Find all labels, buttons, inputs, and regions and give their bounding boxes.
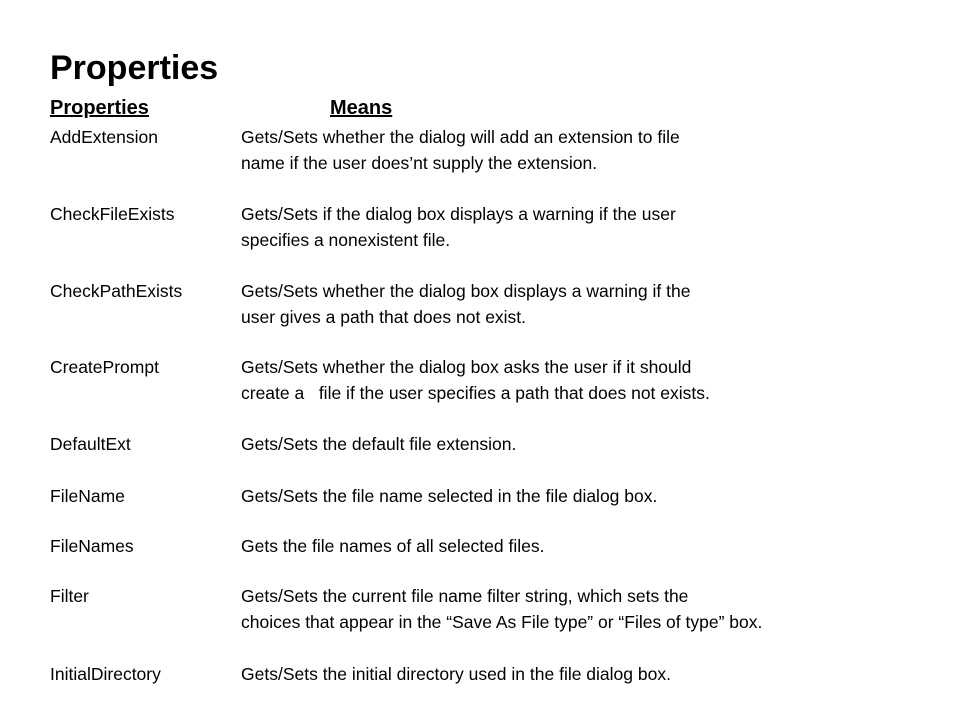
description-line: create a file if the user specifies a path that does not exists. — [241, 383, 710, 403]
header-properties: Properties — [50, 97, 149, 119]
header-means: Means — [330, 97, 393, 119]
property-description — [241, 354, 931, 406]
description-line: name if the user does’nt supply the extension. — [241, 153, 598, 173]
property-description — [241, 661, 931, 687]
property-name: AddExtension — [50, 127, 158, 147]
property-description — [241, 533, 931, 559]
page-title: Properties — [50, 49, 219, 87]
property-name: DefaultExt — [50, 434, 131, 454]
property-name: FileName — [50, 486, 125, 506]
property-description — [241, 431, 931, 457]
table-header — [50, 95, 930, 121]
description-line: Gets/Sets the current file name filter string, which sets the — [241, 586, 689, 606]
property-description — [241, 483, 931, 509]
description-line: specifies a nonexistent file. — [241, 230, 451, 250]
description-line: Gets the file names of all selected files. — [241, 536, 545, 556]
property-name: CreatePrompt — [50, 357, 159, 377]
description-line: Gets/Sets if the dialog box displays a warning if the user — [241, 204, 676, 224]
property-description — [241, 124, 931, 176]
property-name: Filter — [50, 586, 89, 606]
description-line: Gets/Sets whether the dialog box asks the user if it should — [241, 357, 692, 377]
property-name: FileNames — [50, 536, 134, 556]
property-name: CheckFileExists — [50, 204, 175, 224]
description-line: Gets/Sets whether the dialog will add an extension to file — [241, 127, 680, 147]
description-line: Gets/Sets whether the dialog box displays a warning if the — [241, 281, 691, 301]
description-line: Gets/Sets the default file extension. — [241, 434, 517, 454]
property-description — [241, 583, 931, 635]
property-description — [241, 201, 931, 253]
description-line: Gets/Sets the file name selected in the file dialog box. — [241, 486, 658, 506]
property-description — [241, 278, 931, 330]
description-line: Gets/Sets the initial directory used in the file dialog box. — [241, 664, 671, 684]
description-line: user gives a path that does not exist. — [241, 307, 527, 327]
property-name: InitialDirectory — [50, 664, 161, 684]
description-line: choices that appear in the “Save As File type” or “Files of type” box. — [241, 612, 763, 632]
property-name: CheckPathExists — [50, 281, 183, 301]
